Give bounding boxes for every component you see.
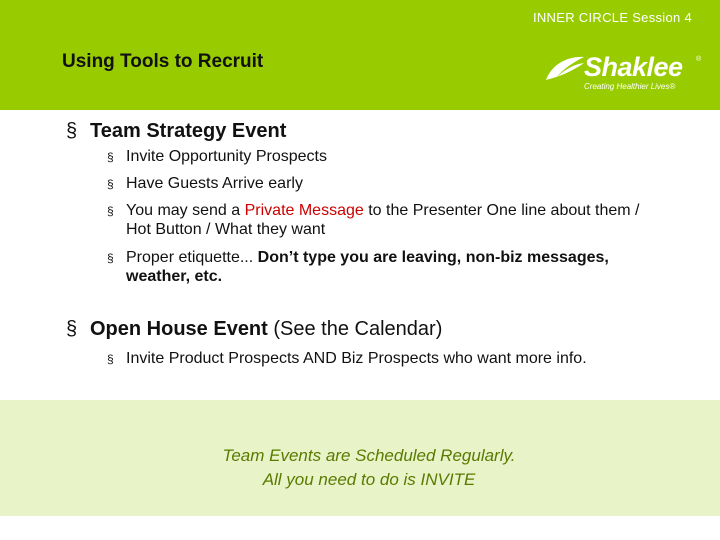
bullet-marker: § <box>107 251 114 265</box>
bullet-marker: § <box>107 204 114 218</box>
bullet-heading <box>90 318 442 341</box>
subitem-text <box>126 248 666 286</box>
private-message-highlight: Private Message <box>244 202 364 219</box>
subitem-text <box>126 201 666 239</box>
session-label: INNER CIRCLE Session 4 <box>532 10 692 25</box>
bullet-marker: § <box>66 120 78 142</box>
shaklee-logo <box>544 52 704 94</box>
bullet-marker: § <box>107 150 114 164</box>
slide-title: Using Tools to Recruit <box>62 51 264 72</box>
footer-message <box>0 444 720 492</box>
subitem-text: Invite Opportunity Prospects <box>126 148 327 165</box>
bullet-heading-suffix: (See the Calendar) <box>267 318 443 340</box>
logo-wordmark: Shaklee <box>584 52 683 82</box>
bullet-heading-bold: Open House Event <box>90 318 268 340</box>
logo-tagline: Creating Healthier Lives® <box>584 82 676 91</box>
subitem-text-part: Proper etiquette... <box>126 249 258 266</box>
subitem-text: Have Guests Arrive early <box>126 175 303 192</box>
footer-line-1: Team Events are Scheduled Regularly. <box>222 446 516 465</box>
bullet-marker: § <box>107 177 114 191</box>
footer-band <box>0 400 720 516</box>
etiquette-bold-text: Don’t type you are leaving, non-biz messages, weather, etc. <box>126 249 609 285</box>
leaf-icon <box>544 54 586 82</box>
footer-line-2: All you need to do is INVITE <box>262 470 476 489</box>
bullet-heading: Team Strategy Event <box>90 120 287 142</box>
logo-registered-mark: ® <box>696 56 702 63</box>
subitem-text-part: to the Presenter One line about them / Hot Button / What they want <box>126 202 640 238</box>
header-bar <box>0 0 720 110</box>
subitem-text-part: You may send a <box>126 202 245 219</box>
subitem-text: Invite Product Prospects AND Biz Prospects who want more info. <box>126 350 587 367</box>
bullet-marker: § <box>66 318 78 340</box>
bullet-marker: § <box>107 352 114 366</box>
